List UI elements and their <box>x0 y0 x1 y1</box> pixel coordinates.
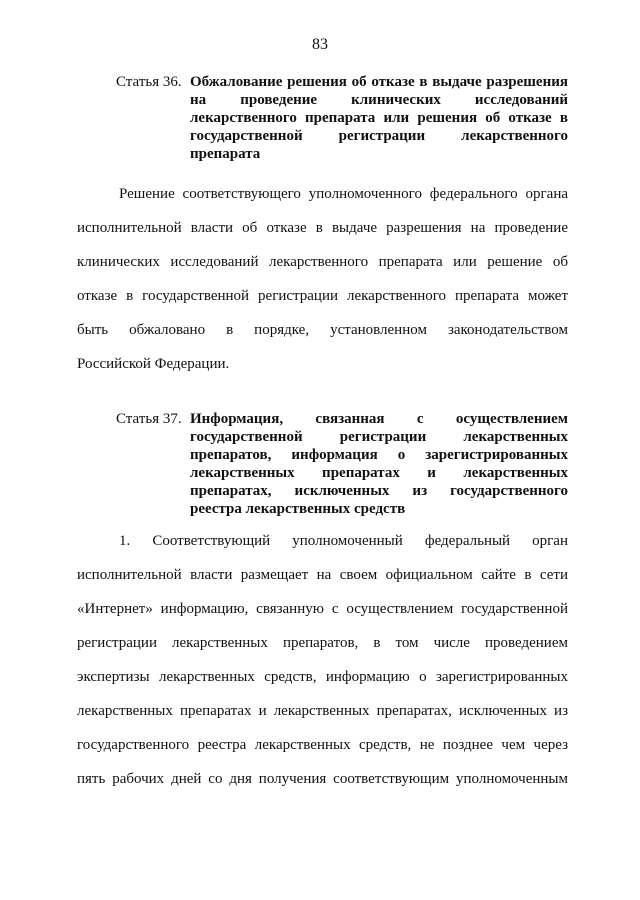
article-37-title-line: государственной регистрации лекарственных <box>190 429 568 445</box>
article-37-heading <box>116 410 568 518</box>
body-line: быть обжаловано в порядке, установленном законодательством <box>77 322 568 338</box>
body-line: исполнительной власти размещает на своем официальном сайте в сети <box>77 567 568 583</box>
article-36-title-line: Обжалование решения об отказе в выдаче разрешения <box>190 74 568 90</box>
body-line: 1. Соответствующий уполномоченный федеральный орган <box>119 533 568 549</box>
article-36-title-line: лекарственного препарата или решения об отказе в <box>190 110 568 126</box>
page-number: 83 <box>312 36 328 53</box>
body-line: экспертизы лекарственных средств, информацию о зарегистрированных <box>77 669 568 685</box>
article-36-body <box>77 185 568 389</box>
article-36-title-line: государственной регистрации лекарственного <box>190 128 568 144</box>
body-line: регистрации лекарственных препаратов, в том числе проведением <box>77 635 568 651</box>
article-36-label: Статья 36. <box>116 74 182 90</box>
body-line: государственного реестра лекарственных средств, не позднее чем через <box>77 737 568 753</box>
body-line: Решение соответствующего уполномоченного федерального органа <box>119 186 568 202</box>
body-line: пять рабочих дней со дня получения соответствующим уполномоченным <box>77 771 568 787</box>
article-36-title <box>190 73 568 163</box>
body-line: Российской Федерации. <box>77 356 230 372</box>
body-line: отказе в государственной регистрации лекарственного препарата может <box>77 288 568 304</box>
article-37-label: Статья 37. <box>116 411 182 427</box>
article-37-title-line: лекарственных препаратах и лекарственных <box>190 465 568 481</box>
article-37-title-line: препаратах, исключенных из государственного <box>190 483 568 499</box>
article-37-title <box>190 410 568 518</box>
article-36-title-line: препарата <box>190 146 261 162</box>
article-36-heading <box>116 73 568 163</box>
article-37-body <box>77 532 568 804</box>
article-36-title-line: на проведение клинических исследований <box>190 92 568 108</box>
body-line: клинических исследований лекарственного препарата или решение об <box>77 254 568 270</box>
body-line: «Интернет» информацию, связанную с осуществлением государственной <box>77 601 568 617</box>
article-37-title-line: реестра лекарственных средств <box>190 501 406 517</box>
article-37-title-line: препаратов, информация о зарегистрированных <box>190 447 568 463</box>
article-37-title-line: Информация, связанная с осуществлением <box>190 411 568 427</box>
body-line: исполнительной власти об отказе в выдаче разрешения на проведение <box>77 220 568 236</box>
body-line: лекарственных препаратах и лекарственных препаратах, исключенных из <box>77 703 568 719</box>
